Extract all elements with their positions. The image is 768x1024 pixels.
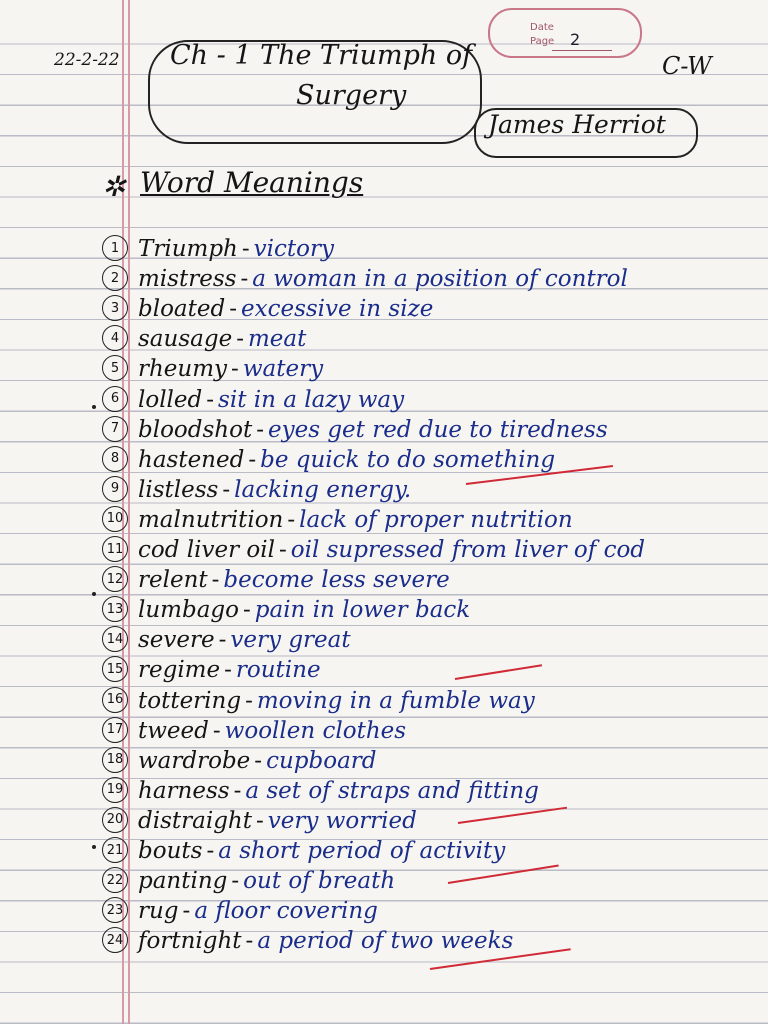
list-item [102, 924, 742, 954]
entry-meaning: pain in lower back [254, 597, 471, 624]
date-page-stamp [488, 8, 642, 58]
list-item [102, 352, 742, 382]
entry-number: 8 [102, 446, 128, 472]
written-date: 22-2-22 [54, 50, 120, 70]
entry-meaning: lacking energy. [234, 476, 412, 503]
entry-dash: - [218, 627, 227, 654]
entry-number: 13 [102, 596, 128, 622]
entry-number: 4 [102, 325, 128, 351]
entry-dash: - [206, 386, 215, 413]
entry-meaning: a woman in a position of control [252, 266, 628, 293]
entry-number: 3 [102, 295, 128, 321]
entry-word: lolled [138, 386, 203, 413]
entry-number: 1 [102, 235, 128, 261]
list-item [102, 413, 742, 443]
entry-number: 14 [102, 626, 128, 652]
entry-meaning: oil supressed from liver of cod [290, 537, 646, 563]
entry-number: 10 [102, 506, 128, 532]
entry-number: 23 [102, 897, 128, 923]
list-item [102, 262, 742, 292]
entry-number: 22 [102, 867, 128, 893]
list-item [102, 533, 742, 563]
entry-word: hastened [138, 446, 245, 473]
entry-word: tweed [138, 717, 209, 744]
entry-meaning: a period of two weeks [257, 928, 514, 955]
entry-word: listless [138, 476, 219, 503]
entry-dash: - [229, 296, 237, 323]
entry-word: distraight [138, 807, 252, 834]
entry-dash: - [231, 356, 239, 383]
entry-dash: - [231, 868, 240, 895]
entry-number: 20 [102, 807, 128, 833]
entry-meaning: cupboard [266, 747, 377, 774]
chapter-title-line1: Ch - 1 The Triumph of [170, 40, 473, 71]
list-item [102, 563, 742, 593]
entry-dash: - [206, 838, 215, 864]
entry-meaning: a set of straps and fitting [245, 777, 539, 804]
list-item [102, 322, 742, 352]
entry-meaning: victory [253, 236, 334, 262]
entry-dash: - [182, 898, 191, 925]
entry-word: Triumph [138, 236, 238, 262]
entry-dash: - [241, 236, 250, 262]
list-item [102, 894, 742, 924]
entry-dash: - [245, 687, 253, 714]
star-icon: ✲ [102, 170, 126, 203]
list-item [102, 774, 742, 804]
list-item [102, 473, 742, 503]
section-heading: Word Meanings [140, 166, 364, 199]
entry-word: tottering [138, 687, 242, 714]
entry-dash: - [211, 567, 220, 594]
entry-number: 17 [102, 717, 128, 743]
entry-number: 11 [102, 536, 128, 562]
entry-number: 19 [102, 777, 128, 803]
entry-word: harness [138, 777, 230, 804]
margin-dot [92, 592, 96, 596]
list-item [102, 684, 742, 714]
entry-dash: - [224, 657, 232, 684]
entry-number: 18 [102, 747, 128, 773]
entry-word: regime [138, 657, 221, 684]
entry-meaning: be quick to do something [260, 446, 556, 473]
entry-word: panting [138, 868, 228, 895]
entry-word: cod liver oil [138, 537, 275, 563]
entry-number: 2 [102, 265, 128, 291]
margin-dot [92, 845, 96, 849]
list-item [102, 714, 742, 744]
page-label: Page [530, 36, 555, 47]
entry-dash: - [240, 266, 249, 293]
entry-dash: - [222, 476, 231, 503]
entry-meaning: lack of proper nutrition [299, 506, 573, 533]
list-item [102, 292, 742, 322]
entry-meaning: a floor covering [194, 898, 378, 925]
entry-word: malnutrition [138, 506, 284, 533]
list-item [102, 653, 742, 683]
entry-number: 16 [102, 687, 128, 713]
entry-meaning: eyes get red due to tiredness [267, 416, 608, 443]
entry-dash: - [233, 777, 242, 804]
list-item [102, 744, 742, 774]
entry-number: 6 [102, 386, 128, 412]
entry-dash: - [248, 446, 257, 473]
entry-number: 21 [102, 837, 128, 863]
list-item [102, 864, 742, 894]
entry-word: bloated [138, 296, 226, 323]
list-item [102, 593, 742, 623]
entry-word: wardrobe [138, 747, 251, 774]
entry-meaning: very worried [267, 807, 417, 834]
page-number-underline [552, 50, 612, 51]
entry-meaning: become less severe [223, 567, 450, 594]
entry-word: fortnight [138, 928, 242, 955]
entry-word: rheumy [138, 356, 228, 383]
list-item [102, 834, 742, 864]
entry-meaning: out of breath [243, 868, 396, 895]
entry-meaning: a short period of activity [218, 838, 506, 864]
entry-number: 24 [102, 927, 128, 953]
entry-word: sausage [138, 326, 233, 353]
entry-dash: - [242, 597, 251, 624]
chapter-title-line2: Surgery [296, 80, 407, 111]
entry-meaning: moving in a fumble way [256, 687, 535, 714]
entry-dash: - [287, 506, 296, 533]
list-item [102, 503, 742, 533]
entry-meaning: meat [247, 326, 307, 353]
date-label: Date [530, 22, 554, 33]
entry-meaning: routine [235, 657, 321, 684]
entry-word: relent [138, 567, 208, 594]
entry-word: bouts [138, 838, 203, 864]
entry-number: 9 [102, 476, 128, 502]
margin-dot [92, 405, 96, 409]
page-number: 2 [570, 30, 581, 49]
entry-dash: - [236, 326, 244, 353]
entry-word: bloodshot [138, 416, 253, 443]
entry-word: severe [138, 627, 215, 654]
entry-number: 12 [102, 566, 128, 592]
list-item [102, 623, 742, 653]
entry-dash: - [245, 928, 254, 955]
entry-dash: - [255, 807, 264, 834]
list-item [102, 232, 742, 262]
entry-meaning: woollen clothes [224, 717, 407, 744]
list-item [102, 443, 742, 473]
entry-word: rug [138, 898, 179, 925]
entry-word: mistress [138, 266, 237, 293]
entry-meaning: excessive in size [241, 296, 434, 323]
entry-dash: - [254, 747, 263, 774]
entry-meaning: watery [242, 356, 324, 383]
entry-dash: - [278, 537, 287, 563]
author-name: James Herriot [488, 110, 666, 139]
entry-meaning: sit in a lazy way [218, 386, 405, 413]
classwork-label: C-W [662, 52, 712, 80]
entry-number: 5 [102, 355, 128, 381]
entry-dash: - [212, 717, 221, 744]
entry-meaning: very great [230, 627, 351, 654]
entry-number: 15 [102, 656, 128, 682]
entry-word: lumbago [138, 597, 239, 624]
entry-dash: - [256, 416, 264, 443]
list-item [102, 383, 742, 413]
list-item [102, 804, 742, 834]
entry-number: 7 [102, 416, 128, 442]
